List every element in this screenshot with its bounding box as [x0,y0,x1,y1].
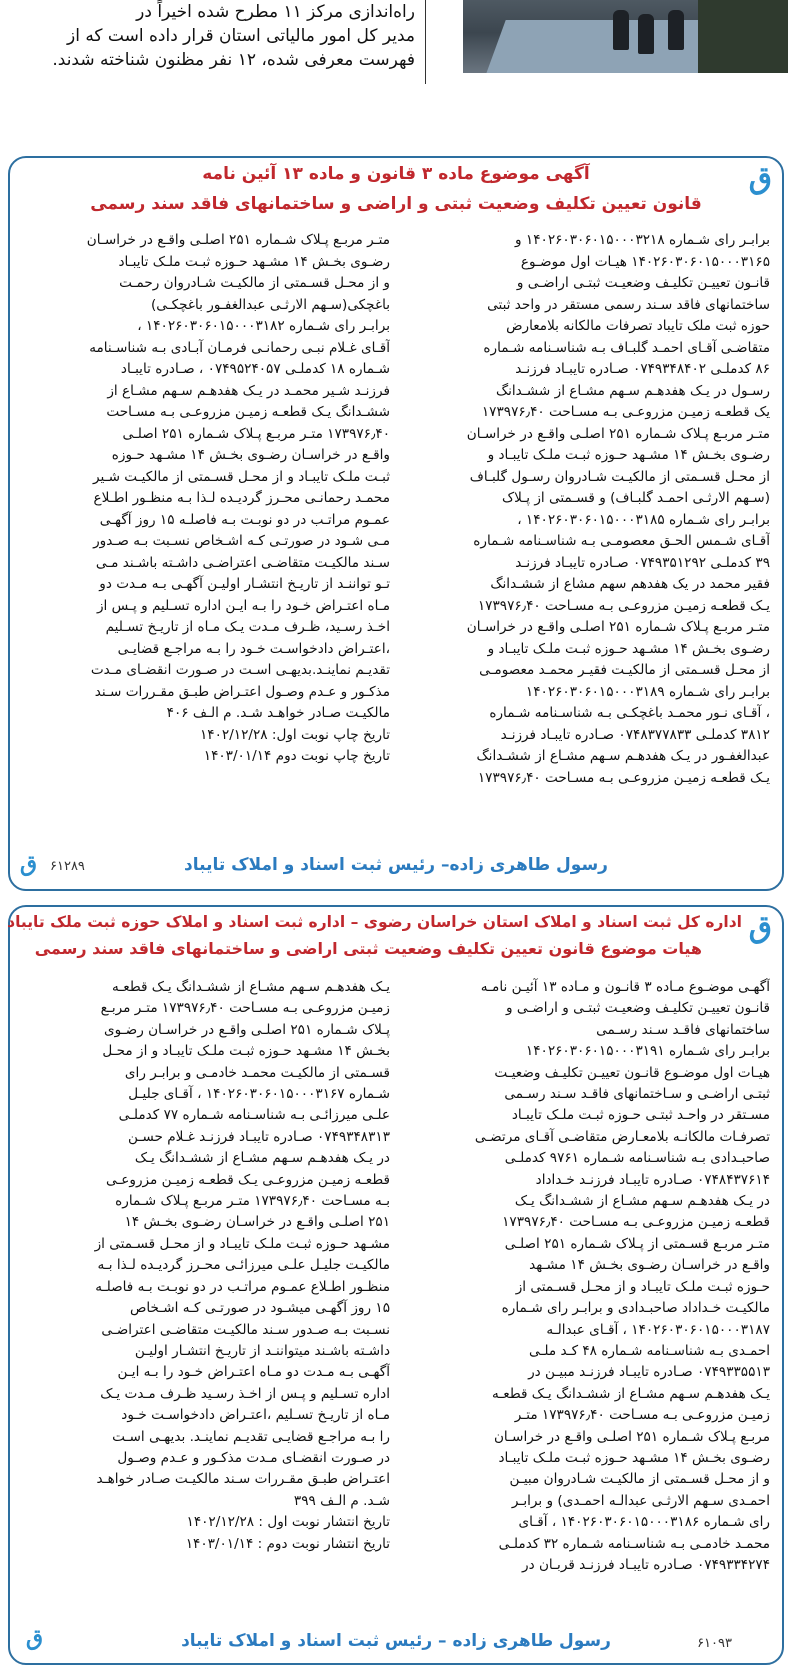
text-line: ۱۴۰۲۶۰۳۰۶۰۱۵۰۰۰۳۱۶۵ هیـات اول موضـوع [520,253,770,270]
text-line: واقـع در خراسـان رضـوی بخـش ۱۴ مشـهد حـوزه [111,447,390,463]
text-line: محمـد رحمانـی محـرز گردیـده لـذا بـه منظـور اطـلاع [93,490,390,506]
text-line: زمیـن مزروعـی بـه مسـاحت ۱۷۳۹۷۶٫۴۰ متـر مربـع [100,1000,390,1017]
text-line: در صـورت انقضـای مـدت مذکـور و عـدم وصـول [117,1449,390,1466]
text-line: از محـل قسـمتی از مالکیـت شـادروان رسـول گلبـاف [469,468,770,485]
text-line: و از محـل قسـمتی از مالکیـت شـادروان رحمـت [119,275,390,291]
text-line: متـر مربـع پـلاک شـماره ۲۵۱ اصلـی واقـع در خراسـان [466,425,770,442]
notice-2-code: ۶۱۰۹۳ [697,1636,732,1651]
text-line: پـلاک شـماره ۲۵۱ اصلـی واقـع در خراسـان رضـوی [104,1021,390,1038]
text-line: حـوزه ثبـت ملـک تایبـاد و از محـل قسـمتی از [515,1278,770,1295]
text-line: راه‌اندازی مرکز ۱۱ مطرح شده اخیراً در [136,2,415,22]
notice-2-signature: رسول طاهری زاده – رئیس ثبت اسناد و املاک تایباد [181,1631,611,1651]
text-line: فقیر محمد در یک هفدهم سهم مشاع از ششـدانگ [490,576,770,592]
text-line: ثبتـی اراضـی و سـاختمانهای فاقـد سـند رسـمی [504,1086,770,1103]
text-line: ۳۹ کدملـی ۰۷۴۹۳۵۱۲۹۲ صـادره تایبـاد فرزنـد [515,554,770,571]
text-line: رضـوی بخـش ۱۴ مشـهد حـوزه ثبـت ملـک تایبـاد و [487,447,770,463]
text-line: شـد. م الـف ۳۹۹ [293,1492,390,1509]
text-line: در یـک هفدهـم سـهم مشـاع از ششـدانگ یـک [134,1150,390,1167]
text-line: ۰۷۴۹۳۳۵۵۱۳ صـادره تایبـاد فرزنـد مبیـن در [528,1364,770,1381]
text-line: یـک قطعـه زمیـن مزروعـی بـه مسـاحت ۱۷۳۹۷۶٫۴۰ [477,769,770,786]
text-line: یک قطعـه زمیـن مزروعـی بـه مسـاحت ۱۷۳۹۷۶٫۴۰ [481,404,770,420]
text-line: حوزه ثبت ملک تایباد تصرفات مالکانه بلامعارض [506,318,770,334]
text-line: متقاضـی آقـای احمـد گلبـاف بـه شناسـنامه شـماره [483,339,770,356]
legal-notice-2 [8,905,784,1665]
text-line: تاریخ انتشار نوبت اول : ۱۴۰۲/۱۲/۲۸ [186,1514,390,1531]
notice-1-code: ۶۱۲۸۹ [50,859,85,874]
text-line: آگهـی موضـوع مـاده ۳ قانـون و مـاده ۱۳ آئیـن نامـه [480,979,770,995]
text-line: تاریخ انتشار نوبت دوم : ۱۴۰۳/۰۱/۱۴ [185,1535,390,1552]
news-text [0,0,415,72]
text-line: قسـمتی از مالکیـت محمـد خادمـی و برابـر رای [124,1064,390,1081]
text-line: رضـوی بخـش ۱۴ مشـهد حـوزه ثبـت ملـک تایبـاد [118,253,390,270]
notice-2-left-column [30,977,390,1555]
text-line: قطعـه زمیـن مزروعـی بـه مسـاحت ۱۷۳۹۷۶٫۴۰ [502,1214,770,1231]
notice-2-subtitle: هیات موضوع قانون تعیین تکلیف وضعیت ثبتی اراضی و ساختمانهای فاقد سند رسمی [34,939,702,958]
text-line: هیـات اول موضـوع قانـون تعییـن تکلیـف وضعیـت [494,1064,770,1081]
text-line: تاریخ چاپ نوبت اول: ۱۴۰۲/۱۲/۲۸ [200,726,390,743]
text-line: داشـته باشـند میتواننـد از تاریـخ انتشـار اولیـن [134,1342,390,1359]
text-line: (سـهم الارثـی احمـد گلبـاف) و قسـمتی از پـلاک [501,490,770,506]
text-line: مالکیـت خـداداد صاحبـدادی و برابـر رای شـماره [501,1300,770,1317]
text-line: فرزنـد شـیر محمـد در یـک هفدهـم سـهم مشـاع از [107,382,390,399]
text-line: مشـهد حـوزه ثبـت ملـک تایبـاد و از محـل قسـمتی از [94,1235,390,1252]
text-line: نسـبت بـه صـدور سـند مالکیـت متقاضـی اعتراضـی [101,1321,390,1338]
text-line: مـی شـود در صورتـی کـه اشـخاص نسـبت بـه صـدور [93,533,390,549]
text-line: و از محـل قسـمتی از مالکیـت شـادروان مبیـن [509,1471,770,1488]
text-line: ۰۷۴۹۳۴۸۳۱۳ صـادره تایبـاد فرزنـد غـلام حسـن [128,1128,390,1145]
text-line: ۲۵۱ اصلـی واقـع در خراسـان رضـوی بخـش ۱۴ [124,1214,390,1231]
text-line: یـک قطعـه زمیـن مزروعـی بـه مسـاحت ۱۷۳۹۷۶٫۴۰ [477,597,770,614]
registration-logo-icon: ق [748,161,772,196]
text-line: ۸۶ کدملـی ۰۷۴۹۳۴۸۴۰۲ صـادره تایبـاد فرزنـد [515,361,770,377]
text-line: رسـول در یـک هفدهـم سـهم مشـاع از ششـدانگ [495,382,770,399]
text-line: قانـون تعییـن تکلیـف وضعیـت ثبتـی و اراضـی و [506,1000,770,1017]
text-line: ۱۵ روز آگهـی میشـود در صورتـی کـه اشـخاص [129,1300,390,1317]
registration-logo-icon: ق [26,1625,44,1651]
column-divider [425,0,426,84]
text-line: مالکیـت جلیـل علـی میرزائـی محـرز گردیـده لـذا بـه [97,1257,390,1274]
notice-1-subtitle: قانون تعیین تکلیف وضعیت ثبتی و اراضی و ساختمانهای فاقد سند رسمی [90,194,702,214]
text-line: بـه مسـاحت ۱۷۳۹۷۶٫۴۰ متـر مربـع پـلاک شـماره [115,1193,390,1210]
text-line: برابـر رای شـماره ۱۴۰۲۶۰۳۰۶۰۱۵۰۰۰۳۱۹۱ [525,1043,770,1060]
text-line: ۱۷۳۹۷۶٫۴۰ متـر مربـع پـلاک شـماره ۲۵۱ اصلـی [122,425,390,442]
text-line: متـر مربـع قسـمتی از پـلاک شـماره ۲۵۱ اصلـی [504,1235,770,1252]
text-line: ۰۷۴۹۳۳۴۲۷۴ صـادره تایبـاد فرزنـد قربـان در [522,1556,770,1573]
text-line: اداره تسـلیم و پـس از اخـذ رسـید ظـرف مـدت یـک [100,1385,390,1402]
notice-1-right-column [410,230,770,789]
text-line: آقـای شـمس الحـق معصومـی بـه شناسـنامه شـماره [473,533,770,549]
text-line: ، آقـای نـور محمـد باغچکـی بـه شناسـنامه شـماره [489,705,770,721]
text-line: برابـر رای شـماره ۱۴۰۲۶۰۳۰۶۰۱۵۰۰۰۳۱۸۲ ، [137,318,390,334]
text-line: مدیر کل امور مالیاتی استان قرار داده است که از [66,26,415,46]
legal-notice-1 [8,156,784,891]
registration-logo-icon: ق [748,910,772,945]
text-line: سـند مالکیـت متقاضـی اعتراضـی داشـته باشـند مـی [95,554,390,571]
text-line: زمیـن مزروعـی بـه مسـاحت ۱۷۳۹۷۶٫۴۰ متـر [514,1407,770,1424]
text-line: یـک هفدهـم سـهم مشـاع از ششـدانگ یـک قطعـه [491,1385,770,1402]
text-line: اعتـراض طبـق مقـررات سـند مالکیـت صـادر خواهـد [96,1471,390,1488]
text-line: رای شـماره ۱۴۰۲۶۰۳۰۶۰۱۵۰۰۰۳۱۸۶ ، آقـای [518,1514,770,1531]
text-line: از محـل قسـمتی از مالکیـت فقیـر محمـد معصومـی [479,662,770,678]
notice-1-title: آگهی موضوع ماده ۳ قانون و ماده ۱۳ آئین نامه [202,164,590,184]
text-line: مـاه اعتـراض خـود را بـه ایـن اداره تسـلیم و پـس از [96,597,390,614]
text-line: آگهـی بـه مـدت دو مـاه اعتـراض خـود را بـه ایـن [117,1364,390,1381]
text-line: تقدیـم نماینـد.بدیهـی اسـت در صـورت انقضـای مـدت [90,662,390,678]
news-photo [463,0,788,73]
text-line: شـماره ۱۴۰۲۶۰۳۰۶۰۱۵۰۰۰۳۱۶۷ ، آقـای جلیـل [128,1086,390,1103]
text-line: آقـای غـلام نبـی رحمانـی فرمـان آبـادی بـه شناسـنامه [89,339,390,356]
text-line: عمـوم مراتـب در دو نوبـت بـه فاصلـه ۱۵ روز آگهـی [99,511,390,528]
text-line: متـر مربـع پـلاک شـماره ۲۵۱ اصلـی واقـع در خراسـان [466,619,770,635]
text-line: صاحبـدادی بـه شناسـنامه شـماره ۹۷۶۱ کدملـی [504,1150,770,1167]
text-line: قانـون تعییـن تکلیـف وضعیـت ثبتـی اراضـی و [516,275,770,291]
text-line: شـماره ۱۸ کدملـی ۰۷۴۹۵۲۴۰۵۷ ، صـادره تایبـاد [120,361,390,377]
text-line: منظـور اطـلاع عمـوم مراتـب در دو نوبـت بـه فاصلـه [95,1278,390,1295]
text-line: تاریخ چاپ نوبت دوم ۱۴۰۳/۰۱/۱۴ [203,748,390,764]
text-line: ثبـت ملـک تایبـاد و از محـل قسـمتی از مالکیـت شـیر [93,468,390,485]
text-line: احمـدی سـهم الارثـی عبدالـه احمـدی) و برابـر [511,1492,770,1509]
text-line: بخـش ۱۴ مشـهد حـوزه ثبـت ملـک تایبـاد و از محـل [102,1043,390,1060]
text-line: باغچکی(سـهم الارثـی عبدالغفـور باغچکـی) [151,296,390,313]
text-line: ساختمانهای فاقـد سـند رسـمی [596,1021,770,1038]
text-line: فهرست معرفی شده، ۱۲ نفر مظنون شناخته شدند. [52,50,415,70]
text-line: مـاه از تاریـخ تسـلیم ،اعتـراض دادخواسـت خـود [121,1407,390,1424]
text-line: رضـوی بخـش ۱۴ مشـهد حـوزه ثبـت ملـک تایبـاد [498,1449,770,1466]
text-line: را بـه مراجـع قضایـی تقدیـم نماینـد. بدیهـی اسـت [112,1428,390,1445]
text-line: ۱۴۰۲۶۰۳۰۶۰۱۵۰۰۰۳۱۸۷ ، آقـای عبدالـه [546,1321,770,1338]
text-line: علـی میرزائـی بـه شناسـنامه شـماره ۷۷ کدملـی [118,1107,390,1124]
text-line: برابـر رای شـماره ۱۴۰۲۶۰۳۰۶۰۱۵۰۰۰۳۲۱۸ و [515,232,770,248]
text-line: ،اعتـراض دادخواسـت خـود را بـه مراجـع قضایـی [117,640,390,657]
text-line: متـر مربـع پـلاک شـماره ۲۵۱ اصلـی واقـع در خراسـان [86,232,390,248]
text-line: احمـدی بـه شناسـنامه شـماره ۴۸ کـد ملـی [529,1342,770,1359]
notice-2-right-column [410,977,770,1576]
notice-1-signature: رسول طاهری زاده– رئیس ثبت اسناد و املاک تایباد [184,855,608,875]
text-line: مذکـور و عـدم وصـول اعتـراض طبـق مقـررات سـند [94,683,390,700]
text-line: واقـع در خراسـان رضـوی بخـش ۱۴ مشـهد [529,1257,770,1274]
text-line: یـک هفدهـم سـهم مشـاع از ششـدانگ یـک قطعـه [111,979,390,995]
text-line: مالکیـت صـادر خواهـد شـد. م الـف ۴۰۶ [166,705,390,721]
text-line: ششـدانگ یـک قطعـه زمیـن مزروعـی بـه مسـاحت [106,404,390,420]
text-line: در یـک هفدهـم سـهم مشـاع از ششـدانگ یـک [514,1193,770,1210]
registration-logo-icon: ق [20,851,38,877]
text-line: قطعـه زمیـن مزروعـی یـک قطعـه زمیـن مزروعـی [105,1171,390,1188]
text-line: رضـوی بخـش ۱۴ مشـهد حـوزه ثبـت ملـک تایبـاد و [487,640,770,657]
notice-2-title: اداره کل ثبت اسناد و املاک استان خراسان رضوی – اداره ثبت اسناد و املاک حوزه ثبت ملک تایباد [7,913,742,931]
text-line: ۰۷۴۸۴۳۷۶۱۴ صـادره تایبـاد فرزنـد خـداداد [535,1171,770,1188]
text-line: اخـذ رسـید، ظـرف مـدت یـک مـاه از تاریـخ تسـلیم [105,619,390,635]
text-line: ۳۸۱۲ کدملـی ۰۷۴۸۳۷۷۸۳۳ صـادره تایبـاد فرزنـد [500,726,770,743]
text-line: برابـر رای شـماره ۱۴۰۲۶۰۳۰۶۰۱۵۰۰۰۳۱۸۵ ، [517,511,770,528]
notice-1-left-column [30,230,390,768]
text-line: محمـد خادمـی بـه شناسـنامه شـماره ۳۲ کدملـی [498,1535,770,1552]
text-line: برابـر رای شـماره ۱۴۰۲۶۰۳۰۶۰۱۵۰۰۰۳۱۸۹ [525,683,770,700]
text-line: ساختمانهای فاقد سـند رسمی مستقر در واحد ثبتی [487,296,770,313]
text-line: عبدالغفـور در یـک هفدهـم سـهم مشـاع از ششـدانگ [476,748,770,764]
text-line: تـو تواننـد از تاریـخ انتشـار اولیـن آگهـی بـه مـدت دو [99,576,390,592]
text-line: مربـع پـلاک شـماره ۲۵۱ اصلـی واقـع در خراسـان [493,1428,770,1445]
text-line: تصرفـات مالکانـه بلامعـارض متقاضـی آقـای مرتضـی [474,1128,770,1145]
text-line: مسـتقر در واحـد ثبتـی حـوزه ثبـت ملـک تایبـاد [511,1107,770,1124]
